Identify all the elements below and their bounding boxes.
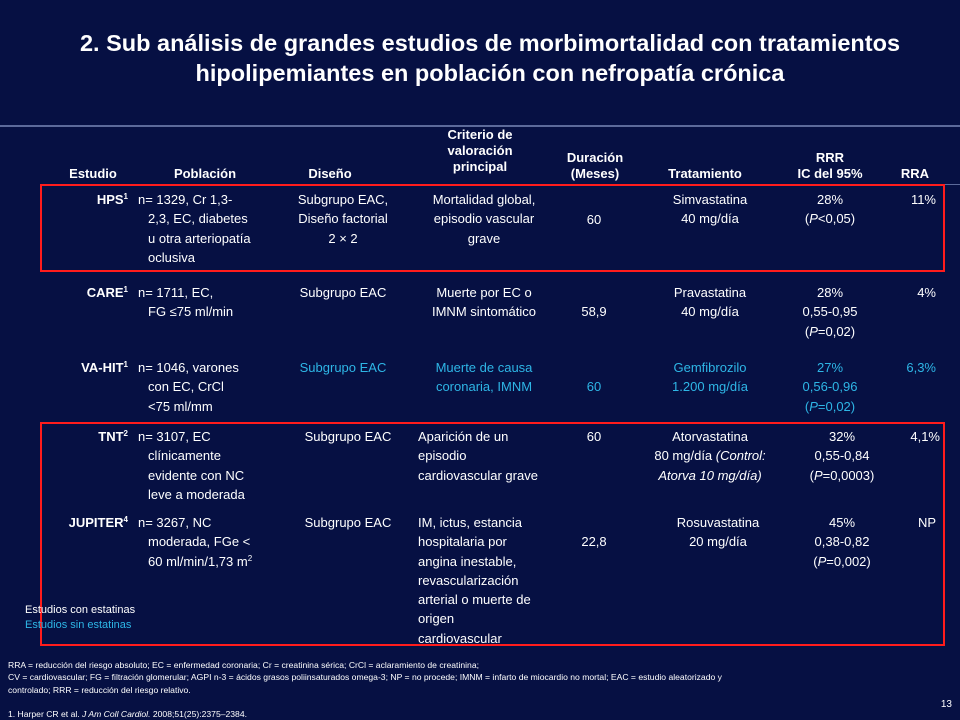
rra-cell: 4% [917, 285, 936, 300]
header-tratamiento: Tratamiento [668, 166, 742, 181]
study-name: HPS$^1$ [96, 192, 128, 207]
study-name: TNT$^2$ [98, 429, 128, 444]
legend-statins: Estudios con estatinas [25, 604, 136, 616]
header-diseno: Diseño [308, 166, 352, 181]
treatment-cell: Pravastatina 40 mg/día [673, 285, 747, 320]
rra-cell: NP [917, 515, 936, 530]
population-cell: n= 1046, varones con EC, CrCl <75 ml/mm [138, 360, 239, 414]
treatment-cell: Simvastatina 40 mg/día [672, 192, 748, 227]
treatment-cell: Atorvastatina 80 mg/día (Control: Atorva 10 mg/día) [654, 429, 766, 483]
footnote: RRA = reducción del riesgo absoluto; EC = enfermedad coronaria; Cr = creatinina sérica; CrCl = aclaramiento de creatinina; CV = cardiovascular; FG = filtración glomerular; AGPI n-3 = ácidos grasos poliinsaturados omega-3; NP = no procede; IMNM = infarto de miocardio no mortal; EAC = estudio aleatorizado y controlado; RRR = reducción del riesgo relativo. [8, 660, 722, 695]
header-rrr: RRR IC del 95% [797, 150, 863, 181]
duration-cell: 60 [586, 429, 602, 444]
criterion-cell: Mortalidad global, episodio vascular grave [432, 192, 536, 246]
duration-cell: 22,8 [581, 534, 607, 549]
criterion-cell: Muerte de causa coronaria, IMNM [435, 360, 533, 395]
legend-no-statins: Estudios sin estatinas [25, 619, 132, 631]
reference: 1. Harper CR et al. J Am Coll Cardiol. 2008;51(25):2375–2384. [8, 709, 248, 719]
header-poblacion: Población [173, 166, 237, 181]
rra-cell: 4,1% [910, 429, 940, 444]
rrr-cell: 28% 0,55-0,95 (P=0,02) [802, 285, 858, 339]
design-cell: Subgrupo EAC [299, 285, 387, 300]
rrr-cell: 27% 0,56-0,96 (P=0,02) [802, 360, 858, 414]
criterion-cell: Aparición de un episodio cardiovascular grave [418, 429, 538, 483]
duration-cell: 58,9 [581, 304, 607, 319]
rrr-cell: 45% 0,38-0,82 (P=0,002) [813, 515, 871, 569]
rrr-cell: 28% (P<0,05) [804, 192, 856, 227]
population-cell: n= 3107, EC clínicamente evidente con NC leve a moderada [138, 429, 245, 502]
study-name: JUPITER$^4$ [68, 515, 128, 530]
header-estudio: Estudio [69, 166, 117, 181]
population-cell: n= 3267, NC moderada, FGe < 60 ml/min/1,73 $m^2$ [138, 515, 253, 569]
design-cell: Subgrupo EAC, Diseño factorial 2 × 2 [297, 192, 389, 246]
duration-cell: 60 [586, 212, 602, 227]
header-criterio: Criterio de valoración principal [447, 127, 513, 174]
population-cell: n= 1329, Cr 1,3- 2,3, EC, diabetes u otra arteriopatía oclusiva [138, 192, 251, 265]
slide-title [20, 28, 960, 88]
slide-title-line-1: 2. Sub análisis de grandes estudios de morbimortalidad con tratamientos [79, 30, 901, 56]
rra-cell: 11% [910, 192, 936, 207]
design-cell: Subgrupo EAC [304, 515, 392, 530]
study-name: VA-HIT$^1$ [81, 360, 128, 375]
treatment-cell: Gemfibrozilo 1.200 mg/día [672, 360, 748, 395]
criterion-cell: Muerte por EC o IMNM sintomático [431, 285, 537, 320]
rrr-cell: 32% 0,55-0,84 (P=0,0003) [809, 429, 875, 483]
rra-cell: 6,3% [906, 360, 936, 375]
duration-cell: 60 [586, 379, 602, 394]
design-cell: Subgrupo EAC [304, 429, 392, 444]
page-number: 13 [940, 699, 952, 710]
header-rra: RRA [900, 166, 930, 181]
design-cell: Subgrupo EAC [299, 360, 387, 375]
population-cell: n= 1711, EC, FG ≤75 ml/min [138, 285, 234, 320]
treatment-cell: Rosuvastatina 20 mg/día [676, 515, 760, 550]
criterion-cell: IM, ictus, estancia hospitalaria por angina inestable, revascularización arterial o muerte de origen cardiovascular [418, 515, 531, 646]
header-duracion: Duración (Meses) [566, 150, 624, 181]
legend [25, 603, 135, 633]
slide-title-line-2: hipolipemiantes en población con nefropatía crónica [195, 60, 785, 86]
study-name: CARE$^1$ [86, 285, 128, 300]
